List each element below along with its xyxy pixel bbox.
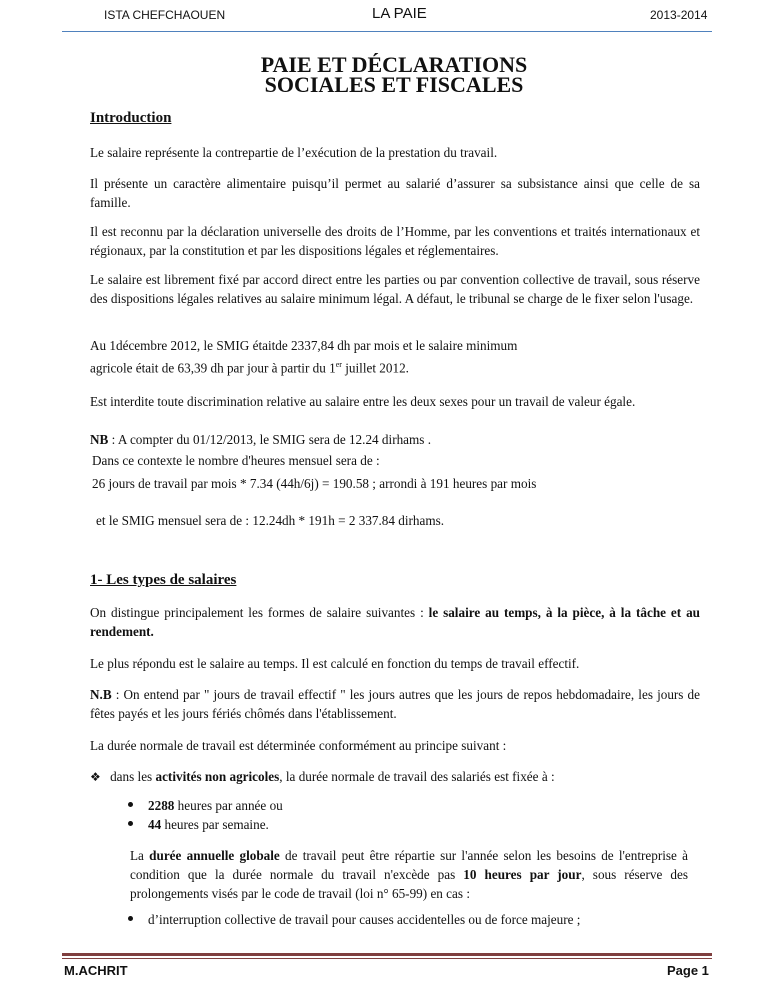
section1-nb-text: : On entend par " jours de travail effectif " les jours autres que les jours de repos hebdomadaire, les jours de fêtes payés et les jours fériés chômés dans l'établissement. [90, 687, 700, 721]
intro-calc2: et le SMIG mensuel sera de : 12.24dh * 191h = 2 337.84 dirhams. [96, 513, 445, 528]
footer-page-number: Page 1 [667, 963, 709, 978]
intro-nb-label: NB [90, 432, 109, 447]
section1-p4-bold2: 10 heures par jour [463, 867, 582, 882]
bullet-item-1-text [148, 796, 283, 815]
section1-heading: 1- Les types de salaires [90, 572, 237, 588]
section1-p4 [130, 846, 688, 903]
doc-title-line2: SOCIALES ET FISCALES [264, 72, 524, 97]
intro-p2: Il présente un caractère alimentaire puisqu’il permet au salarié d’assurer sa subsistance ainsi que celle de sa famille. [90, 176, 700, 210]
intro-context: Dans ce contexte le nombre d'heures mensuel sera de : [92, 453, 380, 468]
intro-p5-line2-pre: agricole était de 63,39 dh par jour à partir du 1 [90, 360, 336, 376]
bullet-item-1-rest: heures par année ou [174, 798, 283, 813]
intro-p5-line1: Au 1décembre 2012, le SMIG étaitde 2337,84 dh par mois et le salaire minimum [90, 338, 518, 353]
diamond-item-pre: dans les [110, 769, 156, 784]
section1-p4-bold1: durée annuelle globale [149, 848, 280, 863]
intro-p1: Le salaire représente la contrepartie de l’exécution de la prestation du travail. [90, 145, 498, 160]
bullet-dot-icon [128, 916, 133, 921]
header-rule [62, 31, 712, 32]
bullet-item-2 [0, 815, 768, 834]
header-school: ISTA CHEFCHAOUEN [104, 8, 226, 22]
bullet-item-2-bold: 44 [148, 817, 162, 832]
section1-nb [90, 685, 700, 723]
footer-author: M.ACHRIT [64, 963, 128, 978]
section1-p1 [90, 603, 700, 641]
intro-p3: Il est reconnu par la déclaration universelle des droits de l’Homme, par les conventions et traités internationaux et régionaux, par la constitution et par les dispositions légales et réglementaires. [90, 224, 700, 258]
section1-p1-text: On distingue principalement les formes de salaire suivantes : [90, 605, 429, 620]
footer-rule-thin [62, 958, 712, 959]
section1-p1-bold: le salaire au temps, à la pièce, à la tâche et au rendement. [90, 605, 701, 639]
bullet-item-3-text: d’interruption collective de travail pour causes accidentelles ou de force majeure ; [148, 912, 581, 927]
diamond-bullet-icon: ❖ [90, 770, 101, 784]
section1-nb-label: N.B [90, 687, 112, 702]
section1-p4-mid: de travail peut être répartie sur l'année selon les besoins de l'entreprise à condition que la durée normale du travail n'excède pas [130, 848, 689, 882]
intro-p4: Le salaire est librement fixé par accord direct entre les parties ou par convention collective de travail, sous réserve des dispositions légales relatives au salaire minimum légal. A défaut, le tribunal se charge de le fixer selon l'usage. [90, 272, 700, 306]
bullet-item-2-rest: heures par semaine. [161, 817, 269, 832]
bullet-item-1 [0, 796, 768, 815]
bullet-item-1-bold: 2288 [148, 798, 175, 813]
section1-p4-post: , sous réserve des prolongements visés par le code de travail (loi n° 65-99) en cas : [130, 867, 688, 901]
bullet-item-3 [0, 910, 768, 929]
section1-diamond-item [90, 767, 700, 787]
doc-title-line1: PAIE ET DÉCLARATIONS [260, 52, 528, 77]
bullet-dot-icon [128, 802, 133, 807]
section1-p4-pre: La [130, 848, 150, 863]
bullet-item-2-text [148, 815, 269, 834]
header-title: LA PAIE [372, 5, 427, 22]
diamond-item-bold: activités non agricoles [155, 769, 280, 784]
diamond-item-post: , la durée normale de travail des salariés est fixée à : [279, 769, 555, 784]
footer-rule-thick [62, 953, 712, 956]
intro-p5-line2-post: juillet 2012. [341, 360, 409, 376]
section1-p3: La durée normale de travail est déterminée conformément au principe suivant : [90, 738, 507, 753]
intro-p5-sup: er [335, 360, 342, 369]
header-year: 2013-2014 [650, 8, 708, 22]
section1-p2: Le plus répondu est le salaire au temps. Il est calculé en fonction du temps de travail effectif. [90, 656, 580, 671]
intro-calc1: 26 jours de travail par mois * 7.34 (44h/6j) = 190.58 ; arrondi à 191 heures par mois [92, 476, 537, 491]
intro-nb-text: : A compter du 01/12/2013, le SMIG sera de 12.24 dirhams . [108, 432, 432, 447]
intro-heading: Introduction [90, 110, 172, 126]
intro-p6: Est interdite toute discrimination relative au salaire entre les deux sexes pour un travail de valeur égale. [90, 394, 636, 409]
intro-nb [90, 430, 700, 449]
intro-p5 [90, 336, 700, 377]
bullet-dot-icon [128, 821, 133, 826]
